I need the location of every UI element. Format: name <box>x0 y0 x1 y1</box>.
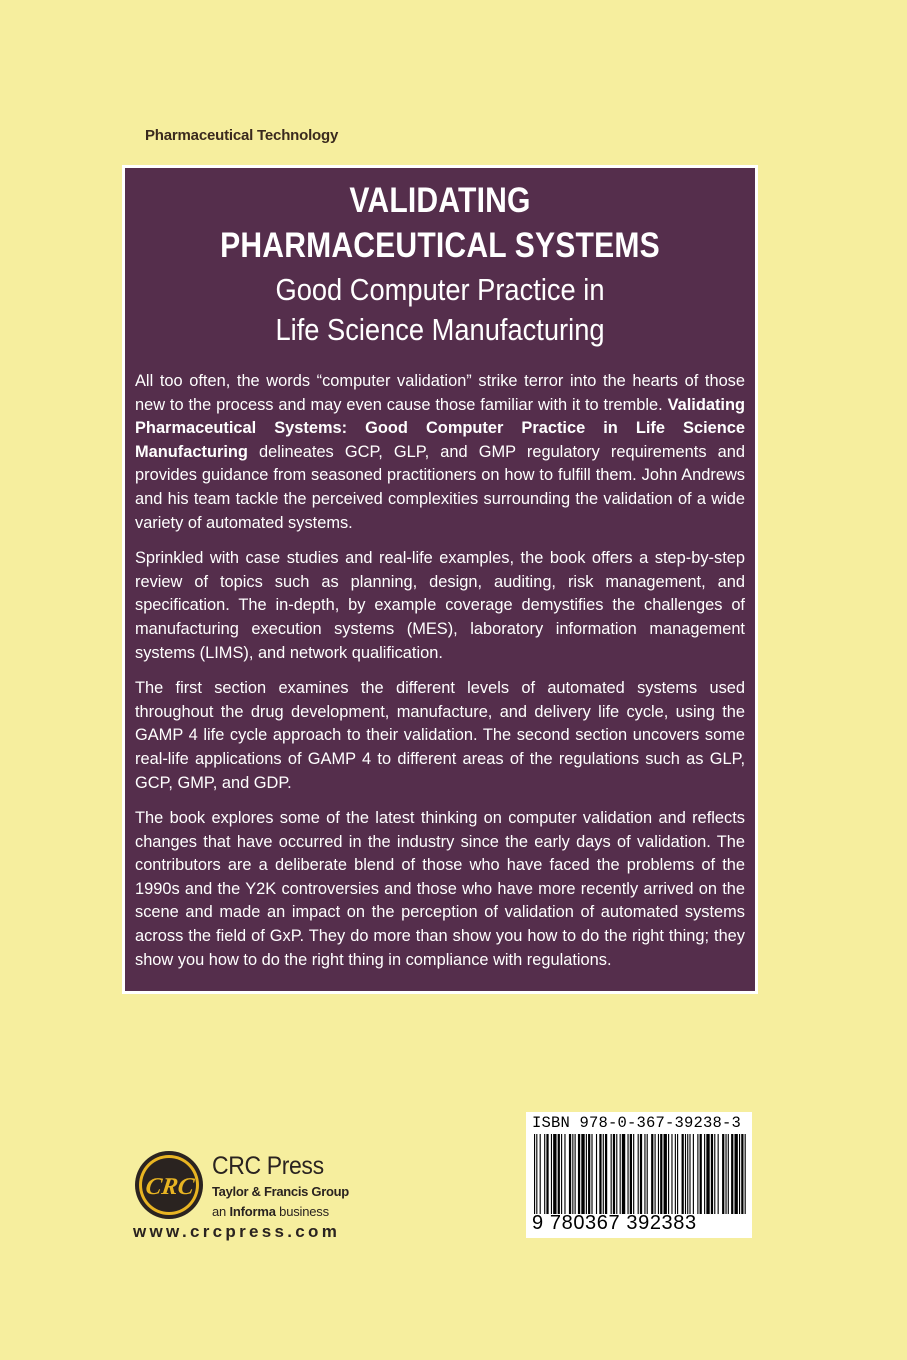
crc-logo-text: CRC <box>143 1174 196 1200</box>
barcode-bar <box>722 1134 724 1214</box>
barcode-bar <box>651 1134 653 1214</box>
title-line-2: PHARMACEUTICAL SYSTEMS <box>220 226 660 265</box>
barcode-bars-icon <box>534 1134 748 1214</box>
barcode-bar <box>685 1134 686 1214</box>
barcode-bar <box>660 1134 662 1214</box>
barcode-box <box>526 1112 752 1238</box>
book-subtitle <box>163 270 717 350</box>
barcode-bar <box>711 1134 713 1214</box>
informa-suffix: business <box>275 1204 329 1219</box>
title-line-1: VALIDATING <box>349 181 531 220</box>
barcode-bar <box>575 1134 576 1214</box>
barcode-bar <box>544 1134 545 1214</box>
publisher-informa <box>212 1202 349 1222</box>
barcode-bar <box>687 1134 688 1214</box>
barcode-bar <box>578 1134 580 1214</box>
barcode-bar <box>668 1134 669 1214</box>
barcode-bar <box>599 1134 601 1214</box>
barcode-bar <box>581 1134 584 1214</box>
barcode-bar <box>664 1134 667 1214</box>
book-title <box>169 178 711 268</box>
barcode-digits: 9 780367 392383 <box>532 1212 697 1234</box>
description-body <box>135 370 745 984</box>
barcode-bar <box>728 1134 729 1214</box>
barcode-bar <box>627 1134 628 1214</box>
barcode-bar <box>605 1134 607 1214</box>
description-panel <box>122 165 758 994</box>
barcode-bar <box>616 1134 617 1214</box>
barcode-bar <box>741 1134 743 1214</box>
barcode-bar <box>725 1134 726 1214</box>
paragraph-3: The first section examines the different levels of automated systems used throughout the drug development, manufacture, and delivery life cycle, using the GAMP 4 life cycle approach to their validation. The second section uncovers some real-life applications of GAMP 4 to different areas of the regulations such as GLP, GCP, GMP, and GDP. <box>135 679 745 792</box>
subtitle-line-2: Life Science Manufacturing <box>275 312 605 347</box>
paragraph-1-start: All too often, the words “computer validation” strike terror into the hearts of those new to the process and may even cause those familiar with it to tremble. <box>135 372 745 414</box>
barcode-bar <box>546 1134 548 1214</box>
barcode-bar <box>536 1134 537 1214</box>
barcode-bar <box>714 1134 715 1214</box>
barcode-bar <box>534 1134 535 1214</box>
barcode-bar <box>647 1134 648 1214</box>
barcode-bar <box>596 1134 597 1214</box>
barcode-bar <box>591 1134 592 1214</box>
barcode-bar <box>558 1134 560 1214</box>
barcode-bar <box>734 1134 737 1214</box>
barcode-bar <box>706 1134 709 1214</box>
barcode-bar <box>700 1134 702 1214</box>
informa-prefix: an <box>212 1204 230 1219</box>
barcode-bar <box>718 1134 719 1214</box>
barcode-bar <box>603 1134 604 1214</box>
barcode-bar <box>586 1134 587 1214</box>
barcode-bar <box>745 1134 746 1214</box>
barcode-bar <box>731 1134 733 1214</box>
barcode-bar <box>569 1134 571 1214</box>
barcode-bar <box>704 1134 705 1214</box>
barcode-bar <box>682 1134 684 1214</box>
barcode-bar <box>697 1134 698 1214</box>
barcode-bar <box>633 1134 634 1214</box>
barcode-bar <box>640 1134 642 1214</box>
barcode-bar <box>564 1134 565 1214</box>
subtitle-line-1: Good Computer Practice in <box>275 272 605 307</box>
barcode-bar <box>620 1134 621 1214</box>
barcode-bar <box>540 1134 541 1214</box>
paragraph-1-bold-title: Validating Pharmaceutical Systems: Good Computer Practice in Life Science Manufacturing <box>135 395 745 461</box>
barcode-bar <box>638 1134 639 1214</box>
publisher-group: Taylor & Francis Group <box>212 1184 349 1199</box>
paragraph-2: Sprinkled with case studies and real-life examples, the book offers a step-by-step review of topics such as planning, design, auditing, risk management, and specification. The in-depth, by example coverage demystifies the challenges of manufacturing execution systems (MES), laboratory information management systems (LIMS), and network qualification. <box>135 549 745 662</box>
barcode-bar <box>671 1134 672 1214</box>
barcode-bar <box>613 1134 615 1214</box>
barcode-bar <box>553 1134 556 1214</box>
barcode-bar <box>588 1134 590 1214</box>
barcode-bar <box>561 1134 562 1214</box>
barcode-bar <box>655 1134 656 1214</box>
barcode-bar <box>739 1134 740 1214</box>
series-label: Pharmaceutical Technology <box>145 127 339 144</box>
barcode-bar <box>622 1134 625 1214</box>
publisher-block <box>212 1151 349 1222</box>
publisher-name: CRC Press <box>212 1152 324 1180</box>
barcode-bar <box>675 1134 676 1214</box>
crc-logo-icon <box>134 1150 204 1220</box>
publisher-website: www.crcpress.com <box>133 1222 341 1241</box>
isbn-label: ISBN 978-0-367-39238-3 <box>532 1114 742 1132</box>
barcode-bar <box>644 1134 645 1214</box>
paragraph-1 <box>135 370 745 535</box>
paragraph-4: The book explores some of the latest thinking on computer validation and reflects changes that have occurred in the industry since the early days of validation. The contributors are a deliberate blend of those who have faced the problems of the 1990s and the Y2K controversies and those who have more recently arrived on the scene and made an impact on the perception of validation of automated systems across the field of GxP. They do more than show you how to do the right thing; they show you how to do the right thing in compliance with regulations. <box>135 809 745 969</box>
barcode-bar <box>551 1134 552 1214</box>
barcode-bar <box>677 1134 678 1214</box>
barcode-bar <box>693 1134 694 1214</box>
informa-bold: Informa <box>229 1204 276 1219</box>
paragraph-1-end: delineates GCP, GLP, and GMP regulatory requirements and provides guidance from seasoned practitioners on how to fulfill them. John Andrews and his team tackle the perceived complexities surrounding the validation of a wide variety of automated systems. <box>135 442 745 532</box>
barcode-bar <box>689 1134 690 1214</box>
barcode-bar <box>630 1134 632 1214</box>
barcode-bar <box>611 1134 612 1214</box>
barcode-bar <box>658 1134 659 1214</box>
barcode-bar <box>572 1134 573 1214</box>
